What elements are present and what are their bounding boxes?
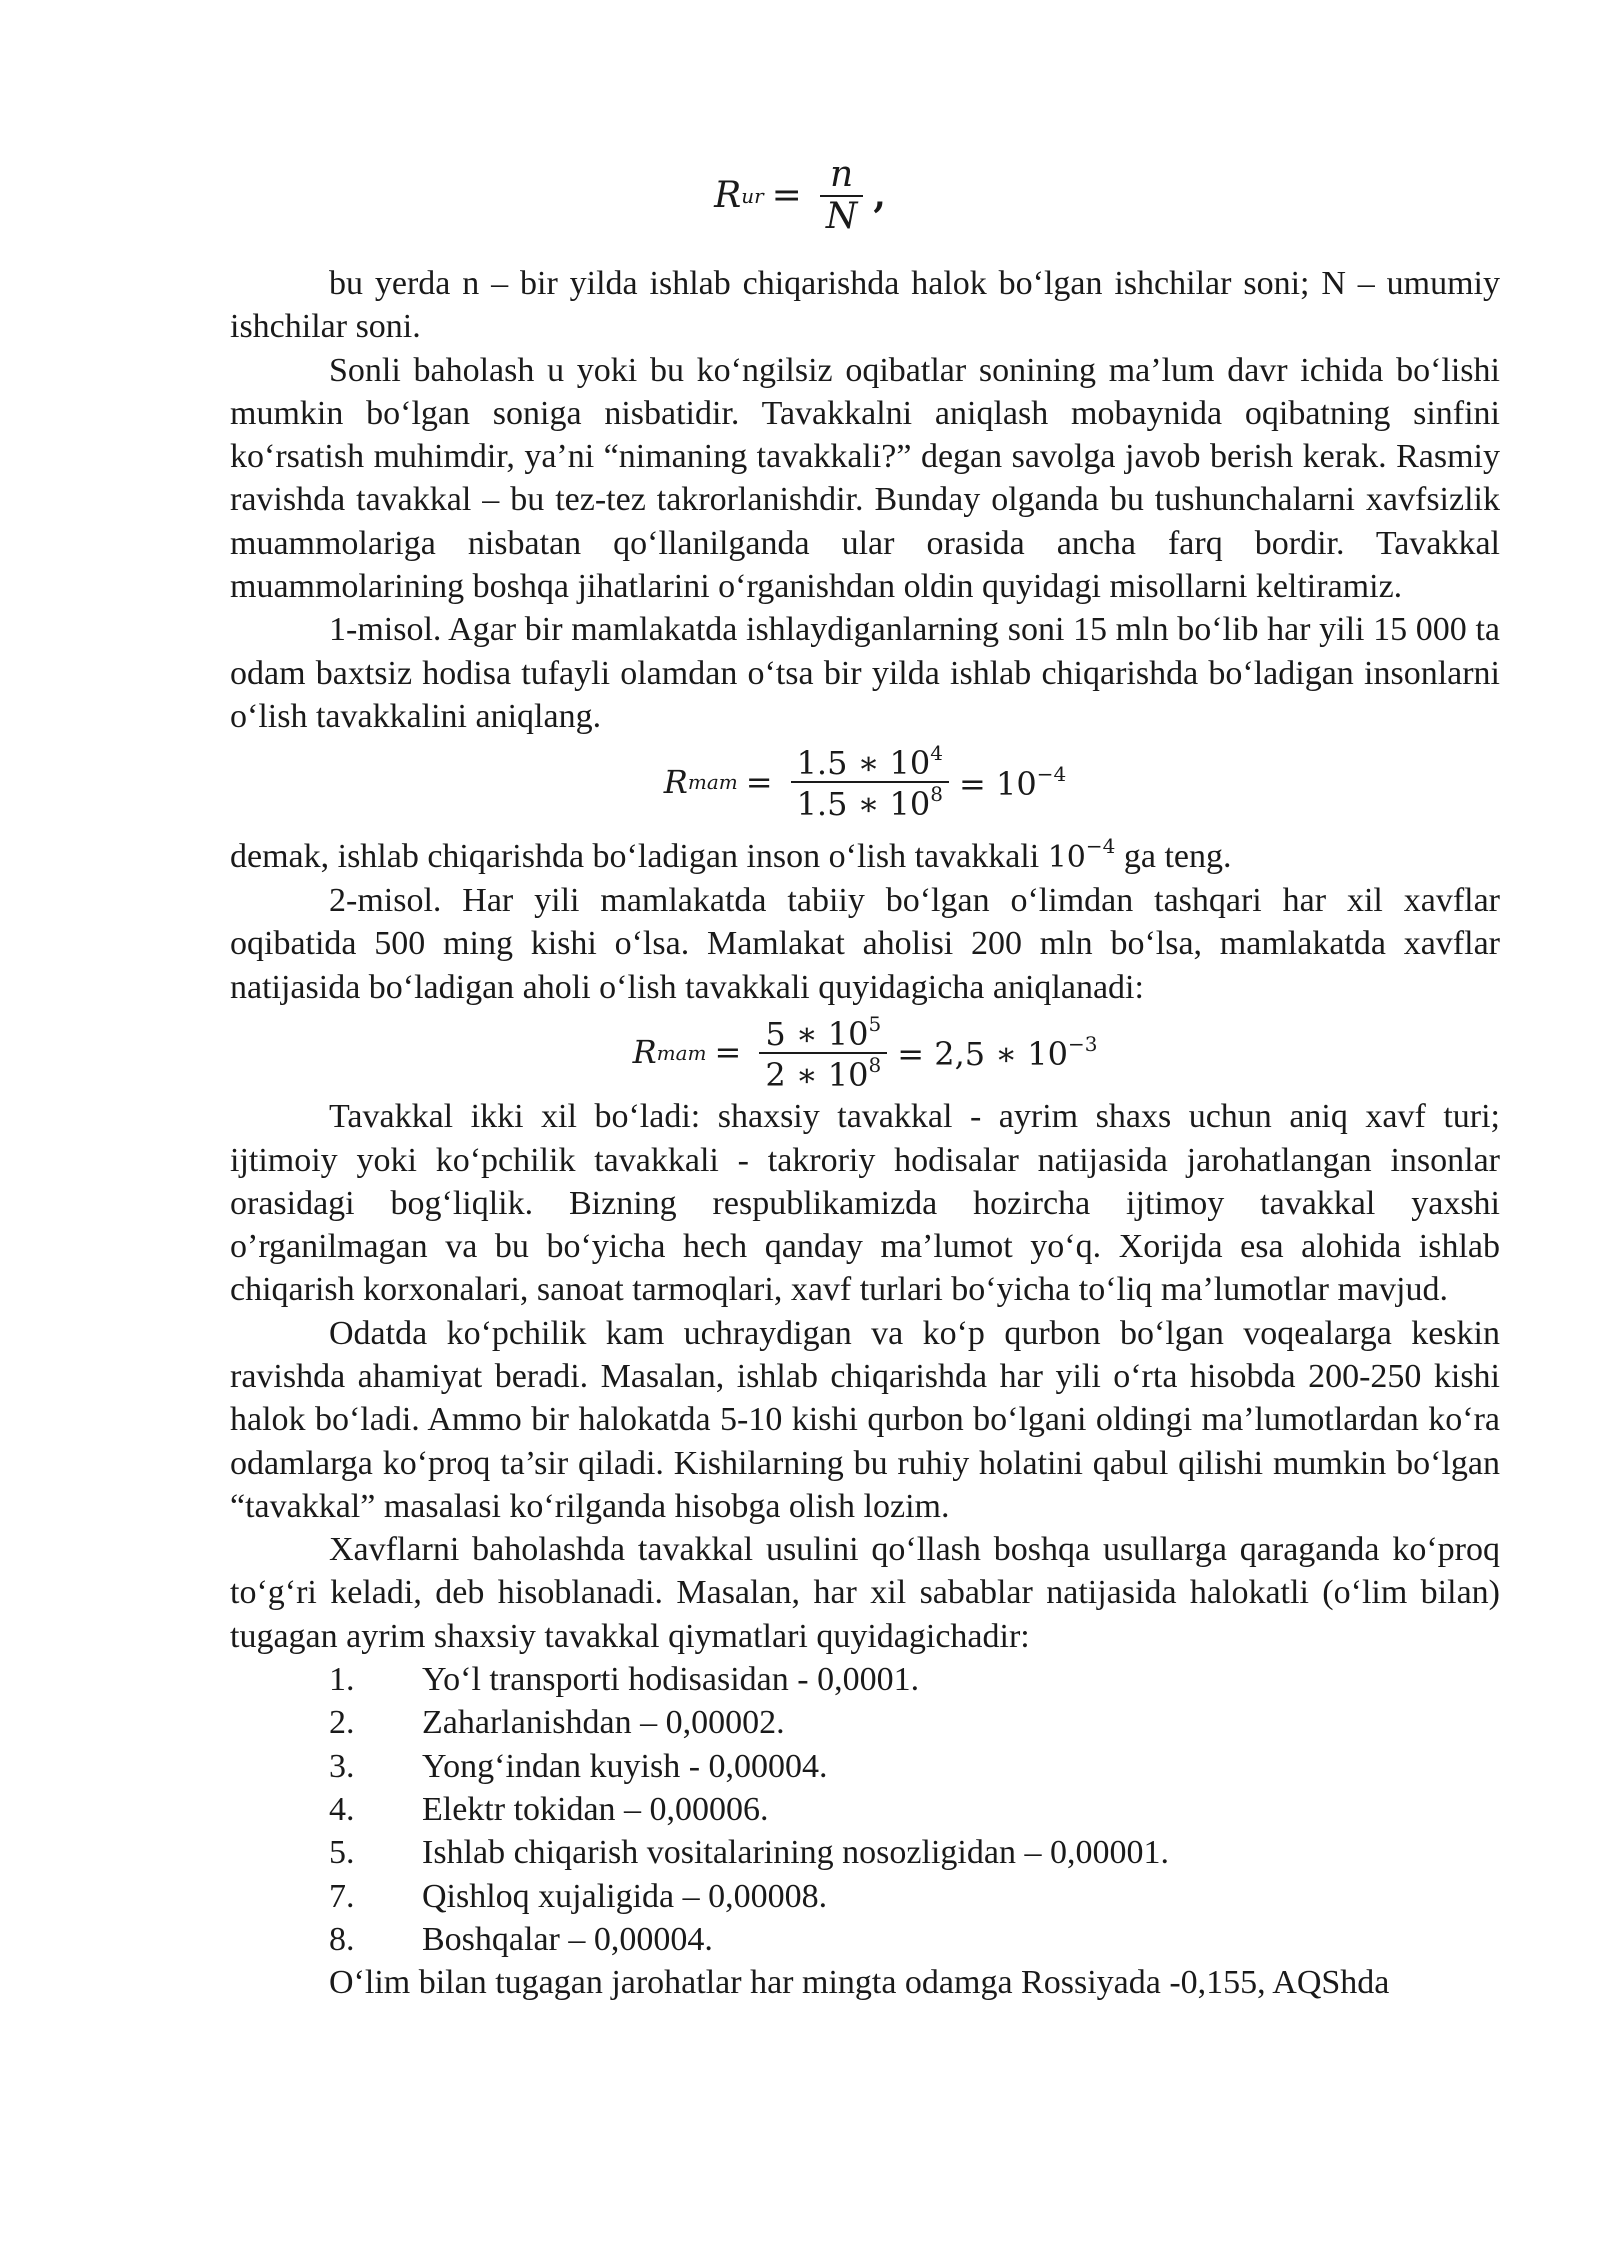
formula-lhs-symbol: R — [663, 762, 688, 801]
fraction-numerator: 5 ∗ $10^5$ — [765, 1011, 882, 1053]
list-item: 8. Boshqalar – 0,00004. — [329, 1920, 713, 1958]
fraction-denominator: 2 ∗ $10^8$ — [759, 1052, 887, 1093]
formula-lhs-sub: mam — [687, 770, 738, 795]
fraction-denominator: N — [820, 195, 864, 237]
paragraph-definition — [230, 262, 1500, 349]
formula-fraction — [759, 1013, 887, 1093]
formula-rhs: = $10^{-4}$ — [959, 761, 1067, 803]
formula-lhs-symbol: R — [632, 1033, 657, 1072]
list-item: 1. Yo‘l transporti hodisasidan - 0,0001. — [329, 1661, 920, 1699]
formula-lhs-sub: ur — [741, 183, 764, 208]
fraction-numerator: n — [830, 154, 854, 195]
fraction-denominator: 1.5 ∗ $10^8$ — [791, 781, 949, 822]
paragraph-text: bu yerda n – bir yilda ishlab chiqarishda halok bo‘lgan ishchilar soni; N – umumiy ishchilar soni. — [230, 265, 1500, 346]
formula-rhs: = 2,5 ∗ $10^{-3}$ — [897, 1032, 1098, 1074]
risk-values-list — [230, 1658, 1500, 1961]
formula-lhs-sub: mam — [656, 1041, 707, 1066]
paragraph-perception: Odatda ko‘pchilik kam uchraydigan va ko‘p qurbon bo‘lgan voqealarga keskin ravishda ahamiyat beradi. Masalan, ishlab chiqarishda har yili o‘rta hisobda 200-250 kishi halok bo‘ladi. Ammo bir halokatda 5-10 kishi qurbon bo‘lgani oldingi ma’lumotlardan ko‘ra odamlarga ko‘proq ta’sir qiladi. Kishilarning bu ruhiy holatini qabul qilishi mumkin bo‘lgan “tavakkal” masalasi ko‘rilganda hisobga olish lozim. — [230, 1314, 1500, 1525]
list-item: 2. Zaharlanishdan – 0,00002. — [329, 1704, 785, 1742]
list-item: 7. Qishloq xujaligida – 0,00008. — [329, 1877, 828, 1915]
list-item: 5. Ishlab chiqarish vositalarining nosozligidan – 0,00001. — [329, 1834, 1169, 1872]
paragraph-risk-types: Tavakkal ikki xil bo‘ladi: shaxsiy tavakkal - ayrim shaxs uchun aniq xavf turi; ijtimoiy yoki ko‘pchilik tavakkali - takroriy hodisalar natijasida jarohatlangan insonlar orasidagi bog‘liqlik. Bizning respublikamizda hozircha ijtimoy tavakkal yaxshi o’rganilmagan va bu bo‘yicha hech qanday ma’lumot yo‘q. Xorijda esa alohida ishlab chiqarish korxonalari, sanoat tarmoqlari, xavf turlari bo‘yicha to‘liq ma’lumotlar mavjud. — [230, 1098, 1500, 1309]
paragraph-method: Xavflarni baholashda tavakkal usulini qo‘llash boshqa usullarga qaraganda ko‘proq to‘g‘ri keladi, deb hisoblanadi. Masalan, har xil sabablar natijasida halokatli (o‘lim bilan) tugagan ayrim shaxsiy tavakkal qiymatlari quyidagichadir: — [230, 1531, 1500, 1655]
list-item: 4. Elektr tokidan – 0,00006. — [329, 1790, 769, 1828]
body-text — [230, 262, 1500, 2004]
formula-r-mam-2: R mam = $\frac{5 ∗ 10^5}{2 ∗ 10^8}$ = 2,5 ∗ $10^{-3}$ — [632, 1011, 1098, 1095]
formula-fraction — [791, 742, 949, 822]
paragraph-example-1: 1-misol. Agar bir mamlakatda ishlaydiganlarning soni 15 mln bo‘lib har yili 15 000 ta odam baxtsiz hodisa tufayli olamdan o‘tsa bir yilda ishlab chiqarishda bo‘ladigan insonlarni o‘lish tavakkalini aniqlang. — [230, 611, 1500, 735]
paragraph-assessment: Sonli baholash u yoki bu ko‘ngilsiz oqibatlar sonining ma’lum davr ichida bo‘lishi mumkin bo‘lgan soniga nisbatidir. Tavakkalni aniqlash mobaynida oqibatning sinfini ko‘rsatish muhimdir, ya’ni “nimaning tavakkali?” degan savolga javob berish kerak. Rasmiy ravishda tavakkal – bu tez-tez takrorlanishdir. Bunday olganda bu tushunchalarni xavfsizlik muammolariga nisbatan qo‘llanilganda ular orasida ancha farq bordir. Tavakkal muammolarining boshqa jihatlarini o‘rganishdan oldin quyidagi misollarni keltiramiz. — [230, 351, 1500, 606]
fraction-numerator: 1.5 ∗ $10^4$ — [796, 741, 943, 783]
list-item: 3. Yong‘indan kuyish - 0,00004. — [329, 1747, 828, 1785]
formula-lhs-symbol: R — [714, 174, 742, 216]
formula-r-mam-1: R mam = $\frac{1.5 ∗ 10^4}{1.5 ∗ 10^8}$ = $10^{-4}$ — [663, 741, 1067, 824]
paragraph-final: O‘lim bilan tugagan jarohatlar har mingta odamga Rossiyada -0,155, AQShda — [329, 1964, 1390, 2002]
paragraph-conclusion-1: demak, ishlab chiqarishda bo‘ladigan inson o‘lish tavakkali $10^{-4}$ ga teng. — [230, 833, 1232, 875]
paragraph-example-2: 2-misol. Har yili mamlakatda tabiiy bo‘lgan o‘limdan tashqari har xil xavflar oqibatida 500 ming kishi o‘lsa. Mamlakat aholisi 200 mln bo‘lsa, mamlakatda xavflar natijasida bo‘ladigan aholi o‘lish tavakkali quyidagicha aniqlanadi: — [230, 881, 1500, 1006]
formula-r-ur: R ur = $\frac{n}{N}$ , — [714, 154, 886, 237]
formula-trailing-comma: , — [873, 173, 886, 216]
inline-math: $10^{-4}$ — [1047, 833, 1116, 875]
formula-fraction — [820, 155, 864, 236]
